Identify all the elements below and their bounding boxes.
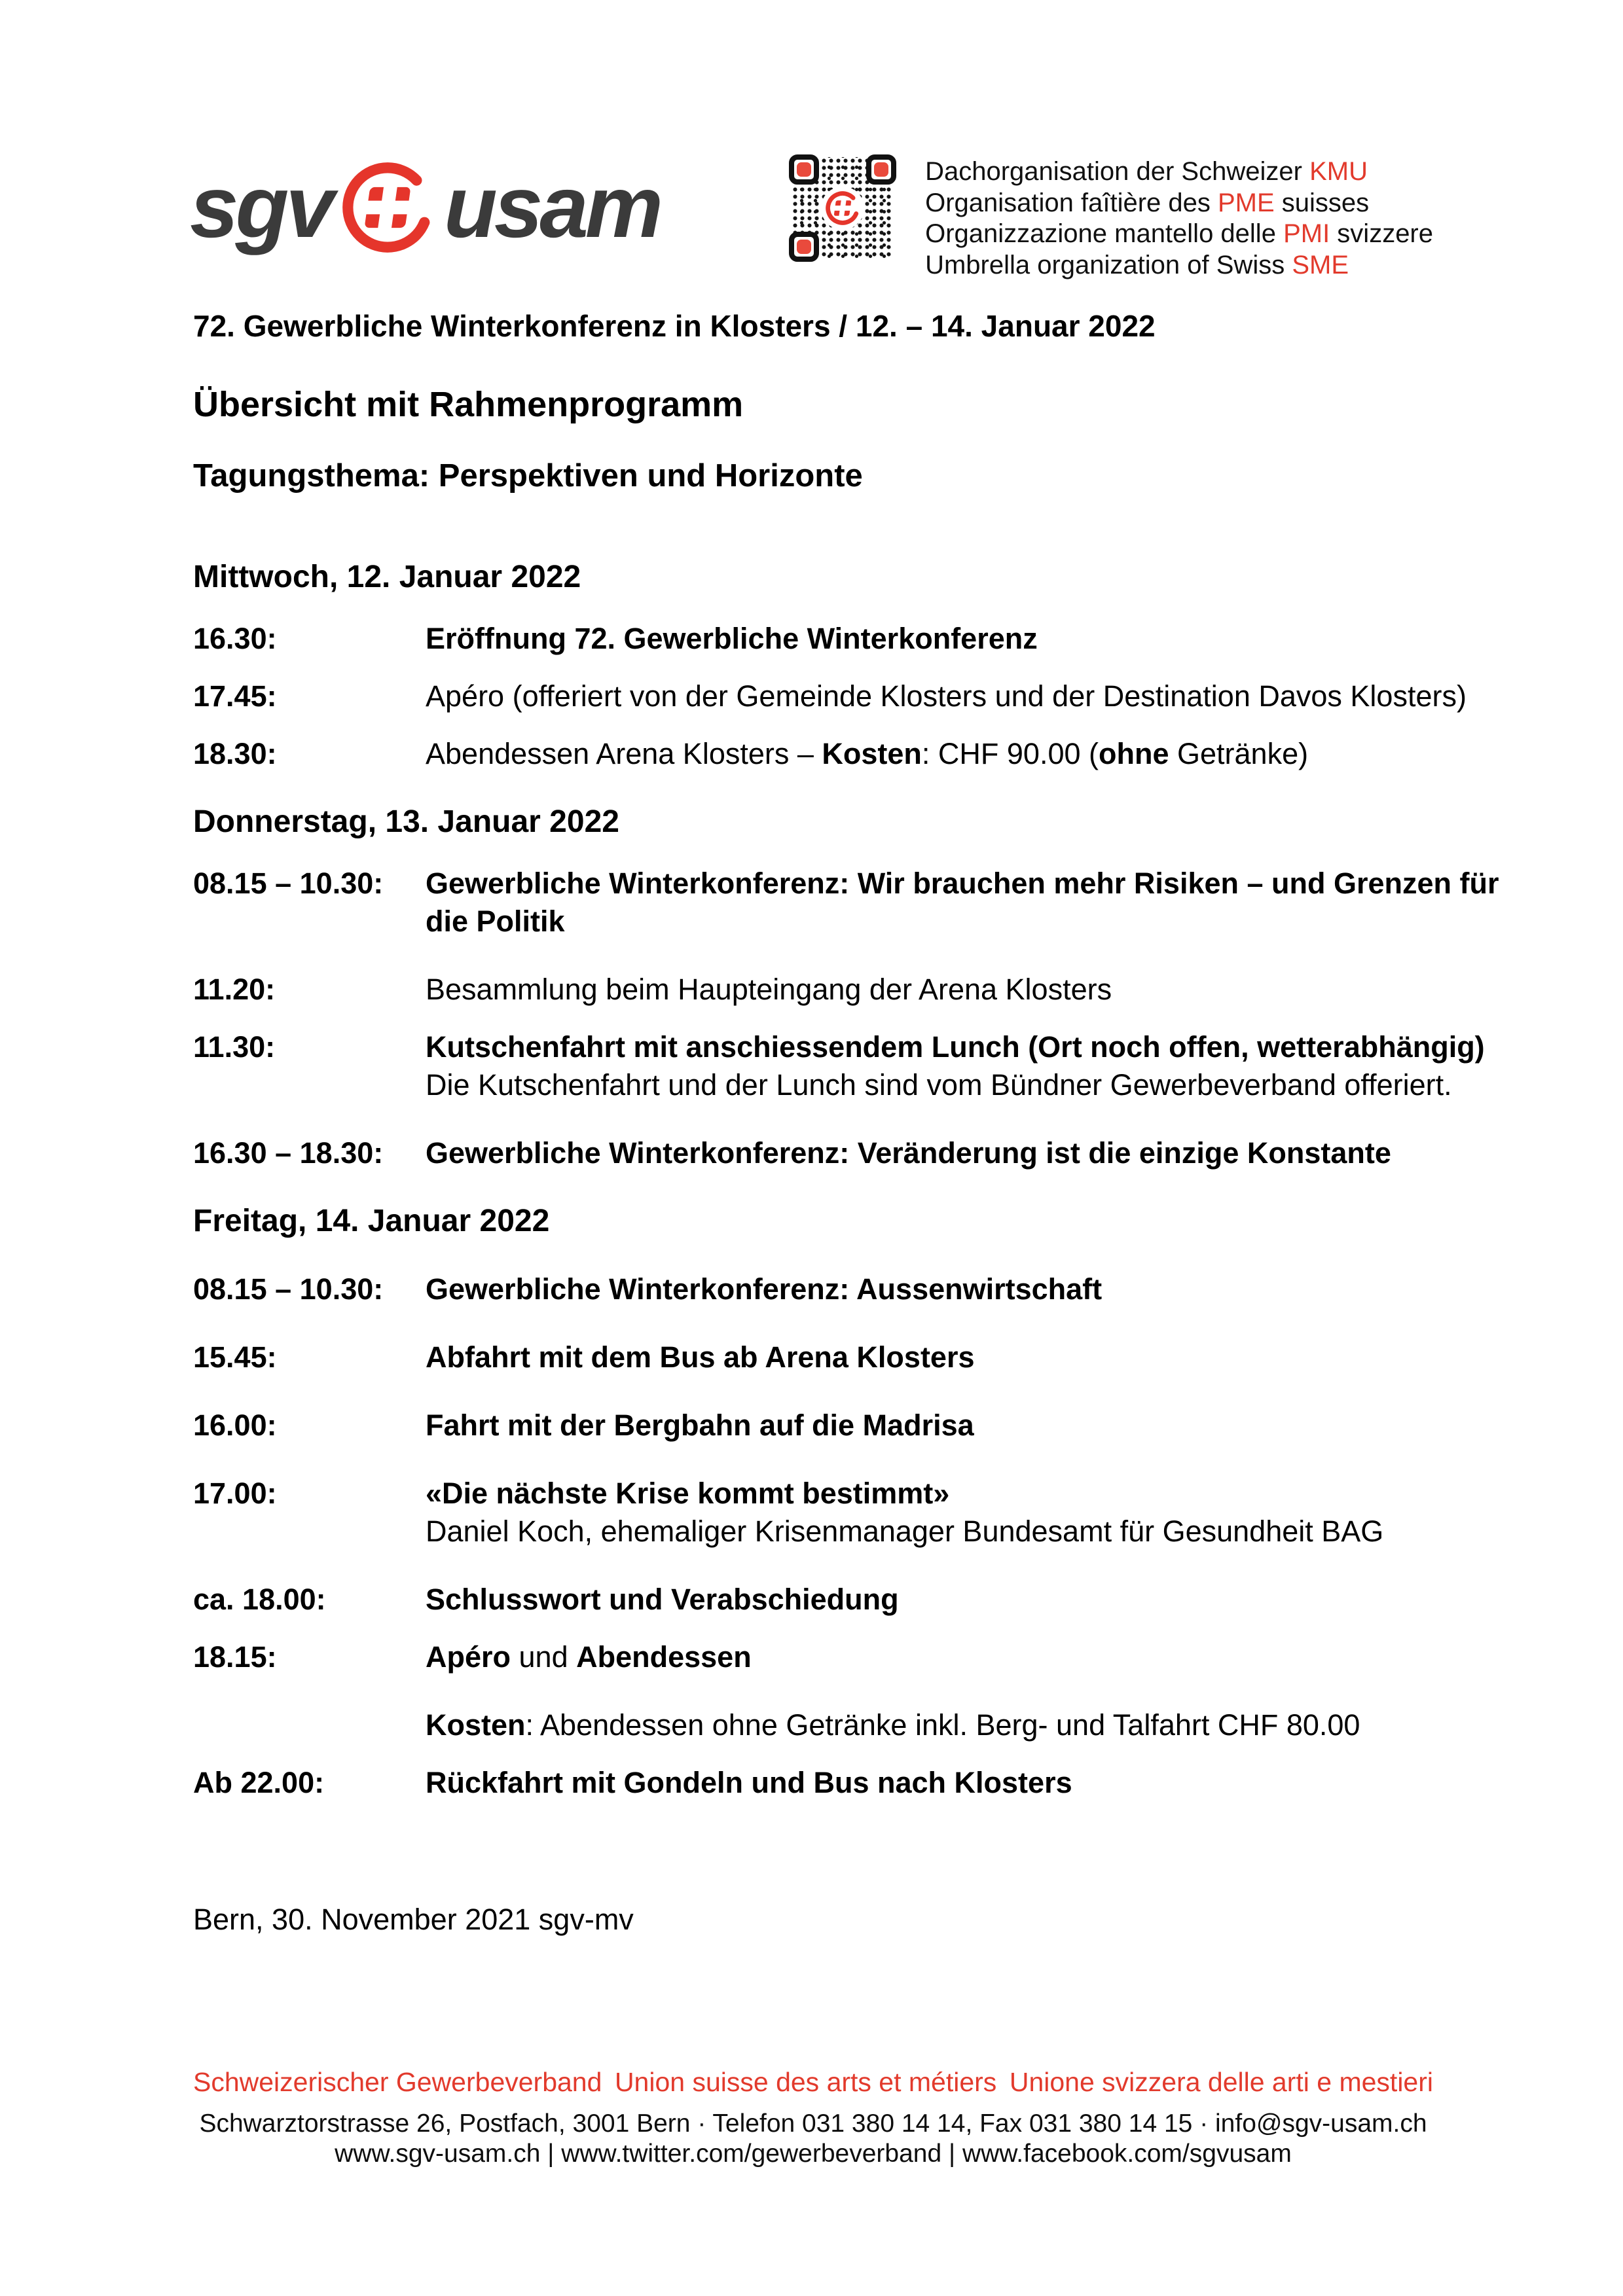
schedule-row — [193, 1638, 1437, 1676]
schedule-time: 11.30: — [193, 1030, 276, 1064]
schedule-row — [193, 1134, 1437, 1172]
schedule-row — [193, 677, 1467, 715]
text-segment: Rückfahrt mit Gondeln und Bus nach Klosters — [426, 1766, 1072, 1799]
schedule-row — [193, 1581, 1437, 1619]
org-line-fr: Organisation faîtière des PME suisses — [925, 188, 1370, 217]
text-segment: Abendessen Arena Klosters – — [426, 737, 822, 770]
org-line-it: Organizzazione mantello delle PMI svizzere — [925, 219, 1433, 248]
schedule-time — [193, 1706, 426, 1744]
qr-center-logo-icon — [821, 187, 864, 230]
schedule-row — [193, 1764, 1437, 1802]
schedule-day-section-thursday — [193, 803, 1499, 1172]
text-segment: Eröffnung 72. Gewerbliche Winterkonferenz — [426, 622, 1038, 655]
footer — [193, 2066, 1433, 2169]
day-heading: Mittwoch, 12. Januar 2022 — [193, 560, 581, 594]
conference-theme: Tagungsthema: Perspektiven und Horizonte — [193, 458, 863, 493]
schedule-row — [193, 1270, 1437, 1308]
schedule-row — [193, 1407, 1437, 1444]
qr-finder-icon — [866, 154, 896, 185]
schedule-time: 08.15 – 10.30: — [193, 1272, 384, 1306]
text-segment: Kosten — [426, 1708, 526, 1742]
text-segment: Die Kutschenfahrt und der Lunch sind vom Bündner Gewerbeverband offeriert. — [426, 1068, 1452, 1102]
schedule-row — [193, 1028, 1485, 1104]
text-segment: : CHF 90.00 ( — [921, 737, 1099, 770]
footer-links: www.sgv-usam.ch | www.twitter.com/gewerbeverband | www.facebook.com/sgvusam — [335, 2140, 1292, 2168]
schedule-time: 11.20: — [193, 973, 276, 1006]
qr-finder-icon — [789, 154, 819, 185]
organization-descriptions — [925, 154, 1433, 281]
page-subtitle: Übersicht mit Rahmenprogramm — [193, 385, 744, 424]
text-segment: die Politik — [426, 905, 565, 938]
schedule-time: Ab 22.00: — [193, 1766, 325, 1799]
dateline: Bern, 30. November 2021 sgv-mv — [193, 1903, 634, 1936]
qr-finder-icon — [789, 232, 819, 262]
schedule-time: 16.30: — [193, 622, 277, 655]
footer-organization-names — [193, 2066, 1433, 2098]
schedule-time: ca. 18.00: — [193, 1583, 326, 1616]
text-segment: Besammlung beim Haupteingang der Arena Klosters — [426, 973, 1112, 1006]
text-segment: Gewerbliche Winterkonferenz: Wir brauchen mehr Risiken – und Grenzen für — [426, 867, 1499, 900]
schedule-time: 15.45: — [193, 1340, 277, 1374]
schedule-row — [193, 971, 1437, 1009]
text-segment: und — [511, 1640, 577, 1674]
schedule-time: 18.30: — [193, 737, 277, 770]
schedule-time: 16.30 – 18.30: — [193, 1136, 384, 1170]
logo-text-sgv: sgv — [190, 158, 331, 256]
text-segment: Kutschenfahrt mit anschiessendem Lunch (Ort noch offen, wetterabhängig) — [426, 1030, 1485, 1064]
text-segment: Abfahrt mit dem Bus ab Arena Klosters — [426, 1340, 975, 1374]
schedule-description — [426, 1134, 1437, 1172]
text-segment: Schlusswort und Verabschiedung — [426, 1583, 899, 1616]
footer-address: Schwarztorstrasse 26, Postfach, 3001 Bern · Telefon 031 380 14 14, Fax 031 380 14 15 · info@sgv-usam.ch — [199, 2109, 1427, 2138]
text-segment: Gewerbliche Winterkonferenz: Aussenwirtschaft — [426, 1272, 1103, 1306]
schedule-time: 17.00: — [193, 1477, 277, 1510]
schedule-description — [426, 971, 1437, 1009]
logo-text-usam: usam — [443, 158, 660, 256]
schedule-description — [426, 1706, 1437, 1744]
schedule-day-section-friday — [193, 1202, 1437, 1802]
schedule-time: 17.45: — [193, 679, 277, 713]
schedule-description — [426, 620, 1437, 658]
text-segment: ohne — [1099, 737, 1169, 770]
org-line-de: Dachorganisation der Schweizer KMU — [925, 157, 1368, 186]
schedule-description — [426, 1764, 1437, 1802]
schedule-row — [193, 1706, 1437, 1744]
schedule-description — [426, 1028, 1485, 1104]
schedule-description — [426, 1638, 1437, 1676]
schedule-description — [426, 677, 1467, 715]
schedule-row — [193, 735, 1437, 773]
schedule-description — [426, 1338, 1437, 1376]
footer-org-fr: Union suisse des arts et métiers — [614, 2067, 997, 2097]
schedule-description — [426, 1407, 1437, 1444]
text-segment: Daniel Koch, ehemaliger Krisenmanager Bundesamt für Gesundheit BAG — [426, 1515, 1384, 1548]
header-right-block — [789, 154, 1433, 281]
schedule-time: 18.15: — [193, 1640, 277, 1674]
footer-org-de: Schweizerischer Gewerbeverband — [193, 2067, 602, 2097]
schedule-row — [193, 1475, 1437, 1551]
text-segment: Getränke) — [1169, 737, 1309, 770]
brand-logo — [190, 158, 660, 257]
schedule-time: 16.00: — [193, 1408, 277, 1442]
text-segment: Gewerbliche Winterkonferenz: Veränderung ist die einzige Konstante — [426, 1136, 1391, 1170]
text-segment: «Die nächste Krise kommt bestimmt» — [426, 1477, 950, 1510]
text-segment: : Abendessen ohne Getränke inkl. Berg- und Talfahrt CHF 80.00 — [525, 1708, 1360, 1742]
schedule-row — [193, 620, 1437, 658]
schedule-description — [426, 1270, 1437, 1308]
schedule-row — [193, 1338, 1437, 1376]
schedule-description — [426, 735, 1437, 773]
schedule-description — [426, 865, 1499, 941]
schedule-description — [426, 1581, 1437, 1619]
page-title: 72. Gewerbliche Winterkonferenz in Klosters / 12. – 14. Januar 2022 — [193, 309, 1156, 343]
text-segment: Fahrt mit der Bergbahn auf die Madrisa — [426, 1408, 974, 1442]
program-content — [193, 308, 1499, 1938]
text-segment: Apéro — [426, 1640, 511, 1674]
org-line-en: Umbrella organization of Swiss SME — [925, 250, 1349, 279]
schedule-time: 08.15 – 10.30: — [193, 867, 384, 900]
text-segment: Apéro (offeriert von der Gemeinde Klosters und der Destination Davos Klosters) — [426, 679, 1467, 713]
text-segment: Abendessen — [576, 1640, 752, 1674]
letterhead — [190, 154, 1433, 279]
text-segment: Kosten — [822, 737, 922, 770]
swiss-cross-at-icon — [339, 159, 436, 256]
schedule-row — [193, 865, 1499, 941]
schedule-day-section-wednesday — [193, 558, 1467, 773]
qr-code — [789, 154, 896, 262]
schedule-description — [426, 1475, 1437, 1551]
day-heading: Donnerstag, 13. Januar 2022 — [193, 804, 619, 839]
day-heading: Freitag, 14. Januar 2022 — [193, 1204, 550, 1238]
footer-org-it: Unione svizzera delle arti e mestieri — [1009, 2067, 1433, 2097]
